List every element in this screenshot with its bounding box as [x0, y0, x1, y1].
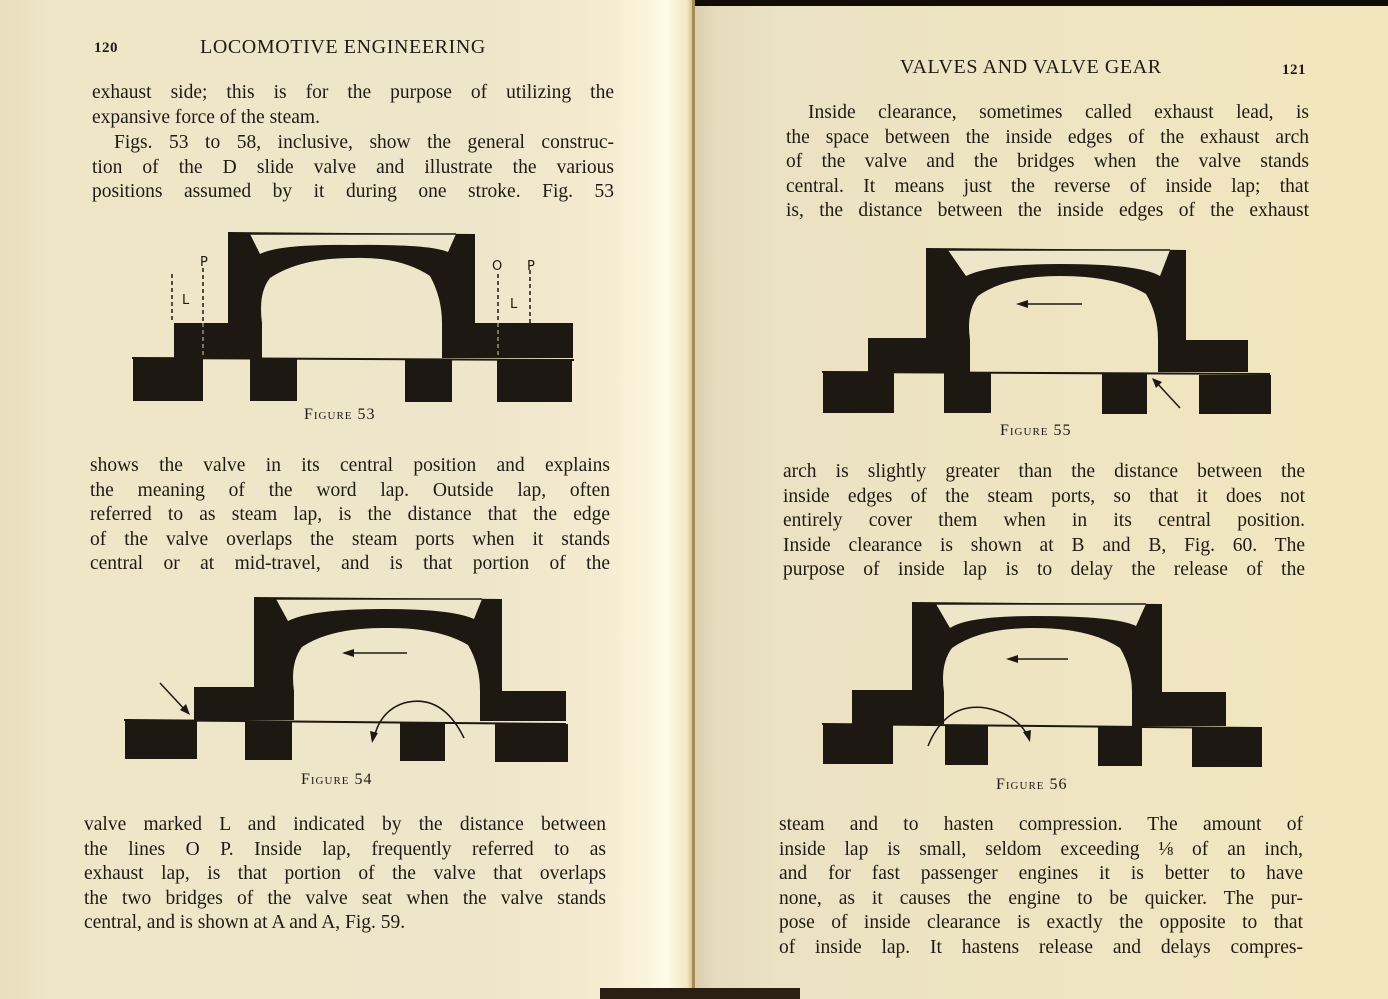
text-line: steam and to hasten compression. The amount of	[779, 814, 1303, 835]
paragraph	[92, 81, 614, 130]
slide-valve-diagram	[130, 228, 580, 403]
label-p: P	[527, 259, 535, 274]
page-number: 121	[1282, 62, 1306, 78]
binding-shadow	[600, 988, 800, 999]
slide-valve-diagram	[820, 240, 1272, 415]
paragraph	[90, 454, 610, 577]
text-line: inside edges of the steam ports, so that it does not	[783, 485, 1305, 507]
figure-53	[130, 228, 580, 408]
text-line: entirely cover them when in its central position.	[783, 510, 1305, 532]
text-line: is, the distance between the inside edges of the exhaust	[786, 200, 1309, 222]
text-line: arch is slightly greater than the distance between the	[783, 461, 1305, 482]
paragraph	[92, 131, 614, 205]
text-line: the space between the inside edges of the exhaust arch	[786, 126, 1309, 148]
label-o: O	[492, 259, 503, 274]
text-line: the two bridges of the valve seat when the valve stands	[84, 887, 606, 909]
figure-caption: Figure 55	[1000, 422, 1072, 439]
text-line: valve marked L and indicated by the distance between	[84, 814, 606, 835]
text-line: none, as it causes the engine to be quicker. The pur-	[779, 887, 1303, 909]
text-line: of inside lap. It hastens release and delays compres-	[779, 936, 1303, 958]
running-head: VALVES AND VALVE GEAR	[900, 56, 1162, 78]
figure-55	[820, 240, 1272, 420]
text-line: of the valve and the bridges when the valve stands	[786, 151, 1309, 173]
label-p: P	[200, 255, 208, 270]
slide-valve-diagram	[820, 596, 1272, 771]
book-gutter	[692, 0, 695, 999]
figure-54	[122, 593, 572, 773]
paragraph	[779, 813, 1303, 961]
text-line: tion of the D slide valve and illustrate the various	[92, 156, 614, 178]
text-line: central or at mid-travel, and is that portion of the	[90, 553, 610, 575]
label-l: L	[182, 293, 190, 308]
running-head: LOCOMOTIVE ENGINEERING	[200, 36, 486, 58]
text-line: positions assumed by it during one stroke. Fig. 53	[92, 181, 614, 203]
figure-caption: Figure 54	[301, 771, 373, 788]
text-line: of the valve overlaps the steam ports when it stands	[90, 528, 610, 550]
text-line: referred to as steam lap, is the distance that the edge	[90, 504, 610, 526]
text-line: inside lap is small, seldom exceeding ⅛ of an inch,	[779, 838, 1303, 860]
text-line: purpose of inside lap is to delay the release of the	[783, 559, 1305, 581]
paragraph	[783, 460, 1305, 583]
text-line: central, and is shown at A and A, Fig. 59.	[84, 912, 406, 934]
paragraph	[786, 101, 1309, 224]
text-line: expansive force of the steam.	[92, 106, 320, 128]
right-page	[694, 0, 1388, 999]
text-line: shows the valve in its central position and explains	[90, 455, 610, 476]
text-line: the meaning of the word lap. Outside lap, often	[90, 479, 610, 501]
page-number: 120	[94, 40, 118, 56]
text-line: Inside clearance is shown at B and B, Fig. 60. The	[783, 534, 1305, 556]
text-line: exhaust side; this is for the purpose of utilizing the	[92, 82, 614, 103]
figure-56	[820, 596, 1272, 776]
label-l: L	[510, 297, 518, 312]
text-line: Inside clearance, sometimes called exhaust lead, is	[808, 102, 1309, 123]
figure-caption: Figure 53	[304, 406, 376, 423]
text-line: and for fast passenger engines it is better to have	[779, 863, 1303, 885]
text-line: exhaust lap, is that portion of the valve that overlaps	[84, 863, 606, 885]
slide-valve-diagram	[122, 593, 572, 768]
figure-caption: Figure 56	[996, 776, 1068, 793]
text-line: Figs. 53 to 58, inclusive, show the general construc-	[114, 132, 614, 153]
paragraph	[84, 813, 606, 936]
text-line: pose of inside clearance is exactly the opposite to that	[779, 912, 1303, 934]
text-line: central. It means just the reverse of inside lap; that	[786, 175, 1309, 197]
text-line: the lines O P. Inside lap, frequently referred to as	[84, 838, 606, 860]
